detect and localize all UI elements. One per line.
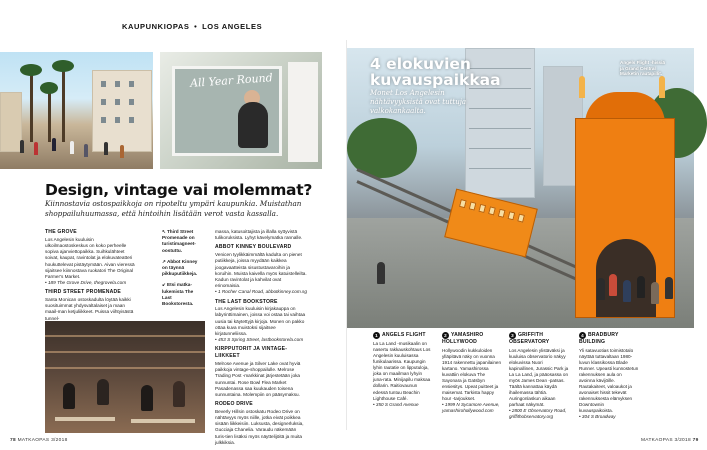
building	[0, 92, 22, 152]
number-badge: 3	[509, 332, 516, 339]
photo-captions-column	[162, 229, 200, 312]
right-headline: 4 elokuvien kuvauspaikkaa	[370, 55, 501, 90]
section-body: Beverly Hillsin ostoskatu Rodeo Drive on nähtävyys myös niille, jotka eivät poikkea sisään liikkeisiin. Luksusta, designerluksia, Gucciaja Chanelia. Varaudu näkemään turis-tien lisäksi myös näyttelijöitä ja muita julkkiksia.	[215, 408, 304, 445]
photo-caption-overlay: Angels Flight -hissiä ja Grand Central Marketin rautapillit.	[620, 60, 665, 77]
number-badge: 4	[579, 332, 586, 339]
filming-location-4: 4 BRADBURY BUILDING Yli satavuotias toimistotalo näyttää tuttavaltaan 1980-luvun klassikossa Blade Runner. Upeasti kunnostetun rakennuksen aula on avoinna kävijöille. Rautakaiteet, valoaukot ja avonaiset hissit tekevät rakennuksesta elämyksen Downtownin kuvauspaikoista. • 304 S Broadway	[579, 332, 639, 420]
section-title: THE LAST BOOKSTORE	[215, 298, 278, 305]
filming-location-2: 2 YAMASHIRO HOLLYWOOD Hollywoodin kukkuloiden ylläpitävä näky on vuonna 1914 rakennettu japanilainen kartano. Yamashirossa kuvattiin elokuva The Sayonara ja Gatsbyn ensiesitys. Upeat puitteet ja maisemat. Tarkista happy hour -tarjoukset. • 1999 N Sycamore Avenue, yamashirohollywood.com	[442, 332, 502, 414]
photo-last-bookstore	[45, 321, 205, 433]
page-number-right: MATKAOPAS 3/2018 79	[641, 438, 699, 443]
photo-caption: ↙Etsi matka-lukemista The Last Bookstoresta.	[162, 282, 194, 307]
section-address: • 1 Rocher Canal Road, abbotkinney.com.sg	[215, 289, 307, 295]
number-badge: 1	[373, 332, 380, 339]
section-body: massa, katusoittajista ja illalla syttyvistä tulikoruksista. Lyhyt kävelymatka rannalle.	[215, 229, 303, 241]
station-obelisk	[659, 76, 665, 98]
section-title: KIRPPUTORIT JA VINTAGE-LIIKKEET	[215, 346, 288, 360]
building	[92, 70, 152, 152]
palm-tree	[62, 66, 65, 142]
left-page	[0, 0, 347, 450]
section-title: THE GROVE	[45, 229, 77, 235]
section-title: RODEO DRIVE	[215, 401, 253, 408]
section-address: • 189 The Grove Drive, thegrovela.com	[45, 280, 127, 286]
filming-location-3: 3 GRIFFITH OBSERVATORY Los Angelesin ylistäväksi ja kuuluisa observatorio näkyy elokuvissa Nuori kapinallinen, Jurassic Park ja La La Land, ja pääosassa on myös James Dean -patsas. Täältä kannattaa käydä ihailemassa tähtiä. Auringonlaskun aikaan parhaat näkymät. • 2800 E Observatory Road, griffithobservatory.org	[509, 332, 569, 420]
arrow-up-right-icon: ↗	[162, 258, 166, 264]
station-arch	[596, 239, 656, 317]
section-label: KAUPUNKIOPAS	[122, 22, 190, 31]
photo-third-street-promenade	[0, 52, 153, 169]
section-body: Venicen tyylikkäimmältä kadulta on pienet putiikkeja, joissa myydään kaikkea joogavaatteista sisustustavaroihin ja koruihin. Muista kaivella myös katuistelleilta. Kadun ravintolat ja kahvilat ovat erinomaisia.	[215, 252, 307, 289]
section-body: Los Angelesin kuuluisin ulkoilmaostoskeskus on koko perheelle sopiva ajanviettopaikka. Suihkulähteet soivat, kaupat, ravintolat ja elokuvateatteri houkuttelevat pistäytymään. Aivan vieressä sijaitsee kiinnostava ruokatori The Original Farmer's Market.	[45, 236, 135, 279]
shopper-figure	[238, 102, 268, 148]
arrow-up-left-icon: ↖	[162, 229, 166, 234]
section-title: ABBOT KINNEY BOULEVARD	[215, 244, 292, 251]
page-number-left: 78 MATKAOPAS 3/2018	[10, 438, 68, 443]
photo-caption: ↖Third Street Promenade on turistimagneet-oostuttu.	[162, 229, 196, 253]
left-lead: Kiinnostavia ostospaikkoja on ripoteltu ympäri kaupunkia. Muistathan shoppailuhuumassa, että hintoihin lisätään verot vasta kassalla.	[45, 199, 302, 218]
shop-sign: All Year Round	[189, 71, 274, 90]
section-separator: •	[194, 22, 198, 31]
section-body: Melrose Avenue ja Silver Lake ovat hyviä paikkoja vintage-shoppailulle. Melrose Trading Post -markkinat järjestetään joka sunnuntai. Rose Bowl Flea Market Pasadenassa saa kuukauden toisena sunnuntaina. Molempiin on pääsymaksu.	[215, 360, 301, 397]
station-obelisk	[579, 76, 585, 98]
right-lead: Monet Los Angelesin nähtävyyksistä ovat tuttuja valkokankaalta.	[370, 89, 467, 116]
left-column-1	[45, 229, 137, 325]
arrow-down-left-icon: ↙	[162, 282, 166, 288]
number-badge: 2	[442, 332, 449, 339]
section-body: Los Angelesin kuuluisin kirjakauppa on labyrinttimainen, joissa voi ostaa tai vaihtaa uusia tai käytettyjä kirjoja. Monen on pakko ottaa kuva muistoksi sijaitsee kirjatunneliissa.	[215, 306, 306, 337]
palm-tree	[30, 70, 33, 142]
photo-caption: ↗Abbot Kinney on täynnä pikkuputiikkeja.	[162, 258, 198, 277]
left-column-3	[215, 229, 307, 449]
section-body: Santa Monican ostoskadulta löytää kaikki suosituimmat yhdysvaltalaiset ja maan maail-man ketjuliikkeet. Puissa viihtyisästä tunnel-	[45, 297, 134, 321]
photo-abbot-kinney-shop	[160, 52, 322, 169]
section-title: THIRD STREET PROMENADE	[45, 289, 121, 296]
city-label: LOS ANGELES	[202, 22, 263, 31]
section-header	[122, 22, 262, 31]
section-address: • 453 S Spring Street, lastbookstorela.com	[215, 337, 304, 343]
filming-location-1: 1 ANGELS FLIGHT La La Land -musikaalin on nasertu rakkauskohtaus Los Angelesin kuuluisassa funikulaarissa. Kaupungin lyhin rautatie on lipputuloja, joka on maailman lyhyin juna-rata. Minijapilu maksaa dollarin. Raitiovaunun edessä tuntuu Beachin Lighthouse Café. • 350 S Grand Avenue	[373, 332, 431, 407]
left-headline: Design, vintage vai molemmat?	[45, 181, 313, 199]
